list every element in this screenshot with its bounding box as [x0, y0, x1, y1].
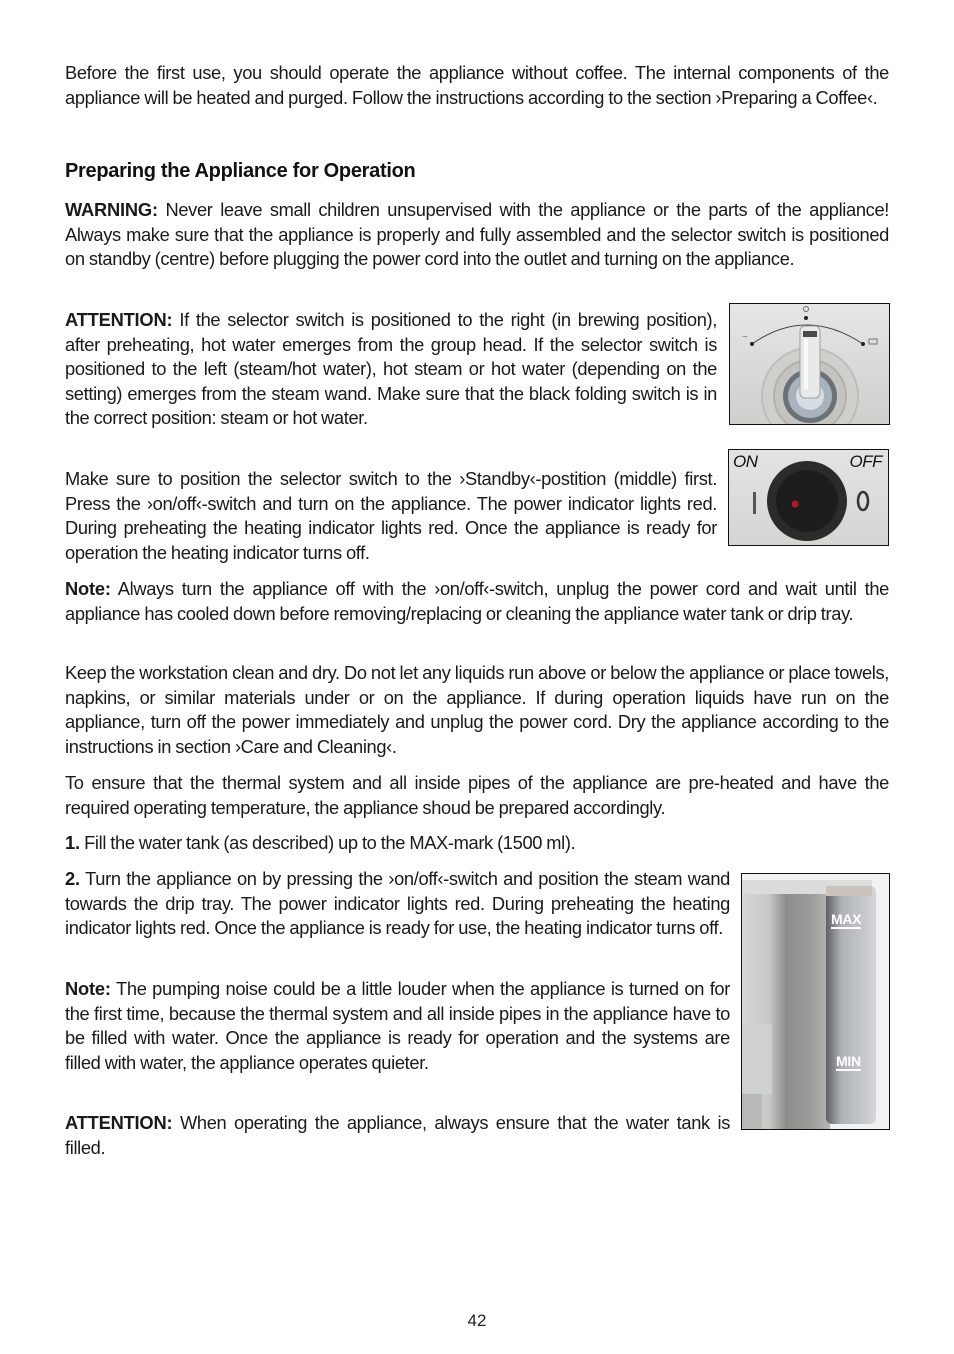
step-2	[65, 867, 730, 941]
intro-paragraph: Before the first use, you should operate the appliance without coffee. The internal components of the appliance will be heated and purged. Follow the instructions according to the section ›Preparing a Coffee‹.	[65, 62, 889, 108]
step-2-text: Turn the appliance on by pressing the ›on/off‹-switch and position the steam wand towards the drip tray. The power indicator lights red. During preheating the heating indicator lights red. Once the appliance is ready for use, the heating indicator turns off.	[65, 868, 730, 938]
selector-switch-figure	[729, 303, 890, 425]
note-2-paragraph	[65, 977, 730, 1075]
step-1-text: Fill the water tank (as described) up to the MAX-mark (1500 ml).	[79, 832, 576, 853]
warning-paragraph	[65, 198, 889, 272]
note-text: Always turn the appliance off with the ›on/off‹-switch, unplug the power cord and wait until the appliance has cooled down before removing/replacing or cleaning the appliance water tank or drip tray.	[65, 578, 889, 624]
note-2-text: The pumping noise could be a little louder when the appliance is turned on for the first time, because the thermal system and all inside pipes in the appliance have to be filled with water. Once the appliance is ready for operation and the systems are filled with water, the appliance operates quieter.	[65, 978, 730, 1073]
note-paragraph	[65, 577, 889, 626]
page-number: 42	[467, 1311, 487, 1330]
min-mark-label: MIN	[836, 1053, 861, 1069]
attention-paragraph	[65, 308, 717, 431]
off-label: OFF	[849, 452, 882, 471]
note-2-label: Note:	[65, 978, 111, 999]
note-label: Note:	[65, 578, 111, 599]
attention-2-paragraph	[65, 1111, 730, 1160]
warning-text: Never leave small children unsupervised with the appliance or the parts of the appliance! Always make sure that the appliance is properly and fully assembled and the selector switch is positioned on standby (centre) before plugging the power cord into the outlet and turning on the appliance.	[65, 199, 889, 269]
on-label: ON	[733, 452, 758, 471]
clean-paragraph: Keep the workstation clean and dry. Do not let any liquids run above or below the appliance or place towels, napkins, or similar materials under or on the appliance. If during operation liquids have run on the appliance, turn off the power immediately and unplug the power cord. Dry the appliance according to the instructions in section ›Care and Cleaning‹.	[65, 662, 889, 757]
max-mark-label: MAX	[831, 911, 862, 927]
warning-label: WARNING:	[65, 199, 158, 220]
power-switch-figure	[728, 449, 889, 546]
step-1-number: 1.	[65, 832, 80, 853]
water-tank-icon	[742, 874, 890, 1130]
water-tank-figure	[741, 873, 890, 1130]
svg-text:~: ~	[742, 332, 748, 343]
selector-knob-icon	[730, 304, 890, 425]
step-1	[65, 831, 889, 856]
attention-label: ATTENTION:	[65, 309, 173, 330]
step-2-number: 2.	[65, 868, 80, 889]
attention-2-label: ATTENTION:	[65, 1112, 173, 1133]
standby-paragraph: Make sure to position the selector switch to the ›Standby‹-postition (middle) first. Press the ›on/off‹-switch and turn on the appliance. The power indicator lights red. During preheating the heating indicator lights red. Once the appliance is ready for operation the heating indicator turns off.	[65, 468, 717, 563]
attention-text: If the selector switch is positioned to the right (in brewing position), after preheating, hot water emerges from the group head. If the selector switch is positioned to the left (steam/hot water), hot steam or hot water (depending on the setting) emerges from the steam wand. Make sure that the black folding switch is in the correct position: steam or hot water.	[65, 309, 717, 428]
thermal-paragraph: To ensure that the thermal system and all inside pipes of the appliance are pre-heated and have the required operating temperature, the appliance shoud be prepared accordingly.	[65, 772, 889, 818]
section-heading: Preparing the Appliance for Operation	[65, 160, 416, 182]
attention-2-text: When operating the appliance, always ensure that the water tank is filled.	[65, 1112, 730, 1158]
